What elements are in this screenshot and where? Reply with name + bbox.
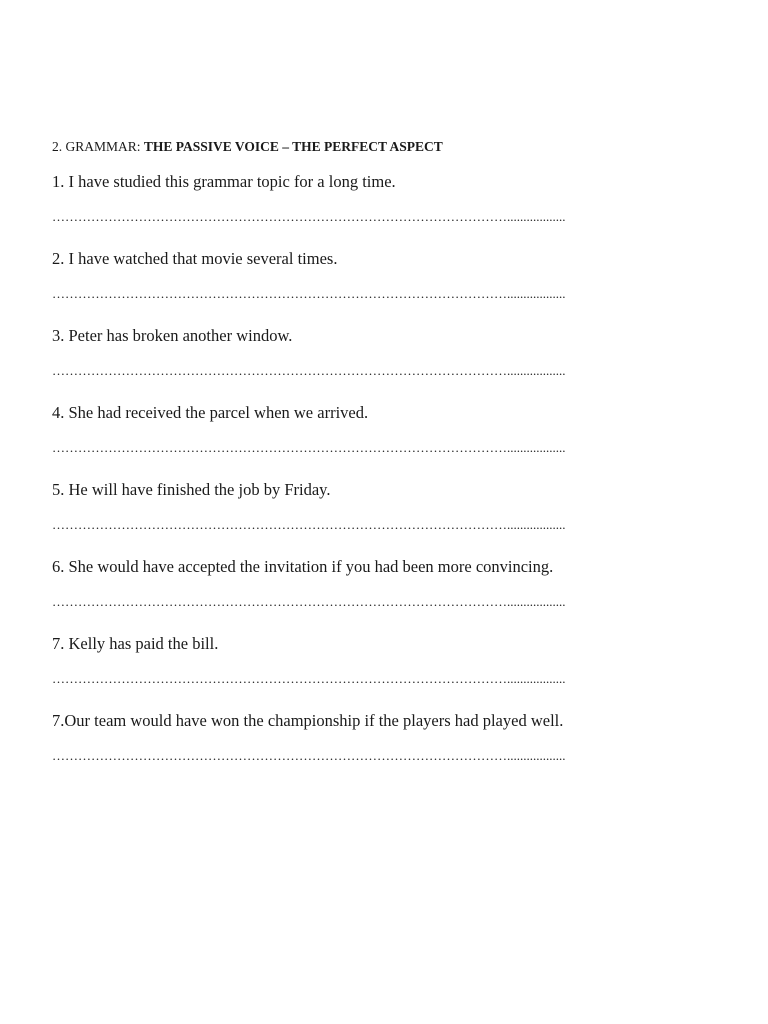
answer-line: …………………………………………………………………………………………….................. (52, 672, 566, 686)
exercise-sentence: 7. Kelly has paid the bill. (52, 634, 219, 653)
answer-line: …………………………………………………………………………………………….................. (52, 518, 566, 532)
section-number: 2. GRAMMAR: (52, 139, 144, 154)
section-heading (52, 139, 710, 155)
exercise-sentence: 3. Peter has broken another window. (52, 326, 293, 345)
answer-line: …………………………………………………………………………………………….................. (52, 441, 566, 455)
answer-line: …………………………………………………………………………………………….................. (52, 210, 566, 224)
exercise-sentence: 2. I have watched that movie several times. (52, 249, 338, 268)
exercise-item (52, 326, 710, 378)
exercise-item (52, 711, 710, 763)
exercise-item (52, 172, 710, 224)
exercise-item (52, 403, 710, 455)
worksheet (52, 139, 710, 763)
exercise-item (52, 634, 710, 686)
exercise-sentence: 1. I have studied this grammar topic for a long time. (52, 172, 396, 191)
exercise-item (52, 557, 710, 609)
exercise-sentence: 5. He will have finished the job by Friday. (52, 480, 331, 499)
exercise-sentence: 7.Our team would have won the championship if the players had played well. (52, 711, 564, 730)
exercise-sentence: 4. She had received the parcel when we arrived. (52, 403, 369, 422)
exercise-sentence: 6. She would have accepted the invitation if you had been more convincing. (52, 557, 554, 576)
answer-line: …………………………………………………………………………………………….................. (52, 287, 566, 301)
answer-line: …………………………………………………………………………………………….................. (52, 364, 566, 378)
exercise-item (52, 249, 710, 301)
answer-line: …………………………………………………………………………………………….................. (52, 595, 566, 609)
section-title: THE PASSIVE VOICE – THE PERFECT ASPECT (143, 139, 443, 154)
answer-line: …………………………………………………………………………………………….................. (52, 749, 566, 763)
exercise-item (52, 480, 710, 532)
